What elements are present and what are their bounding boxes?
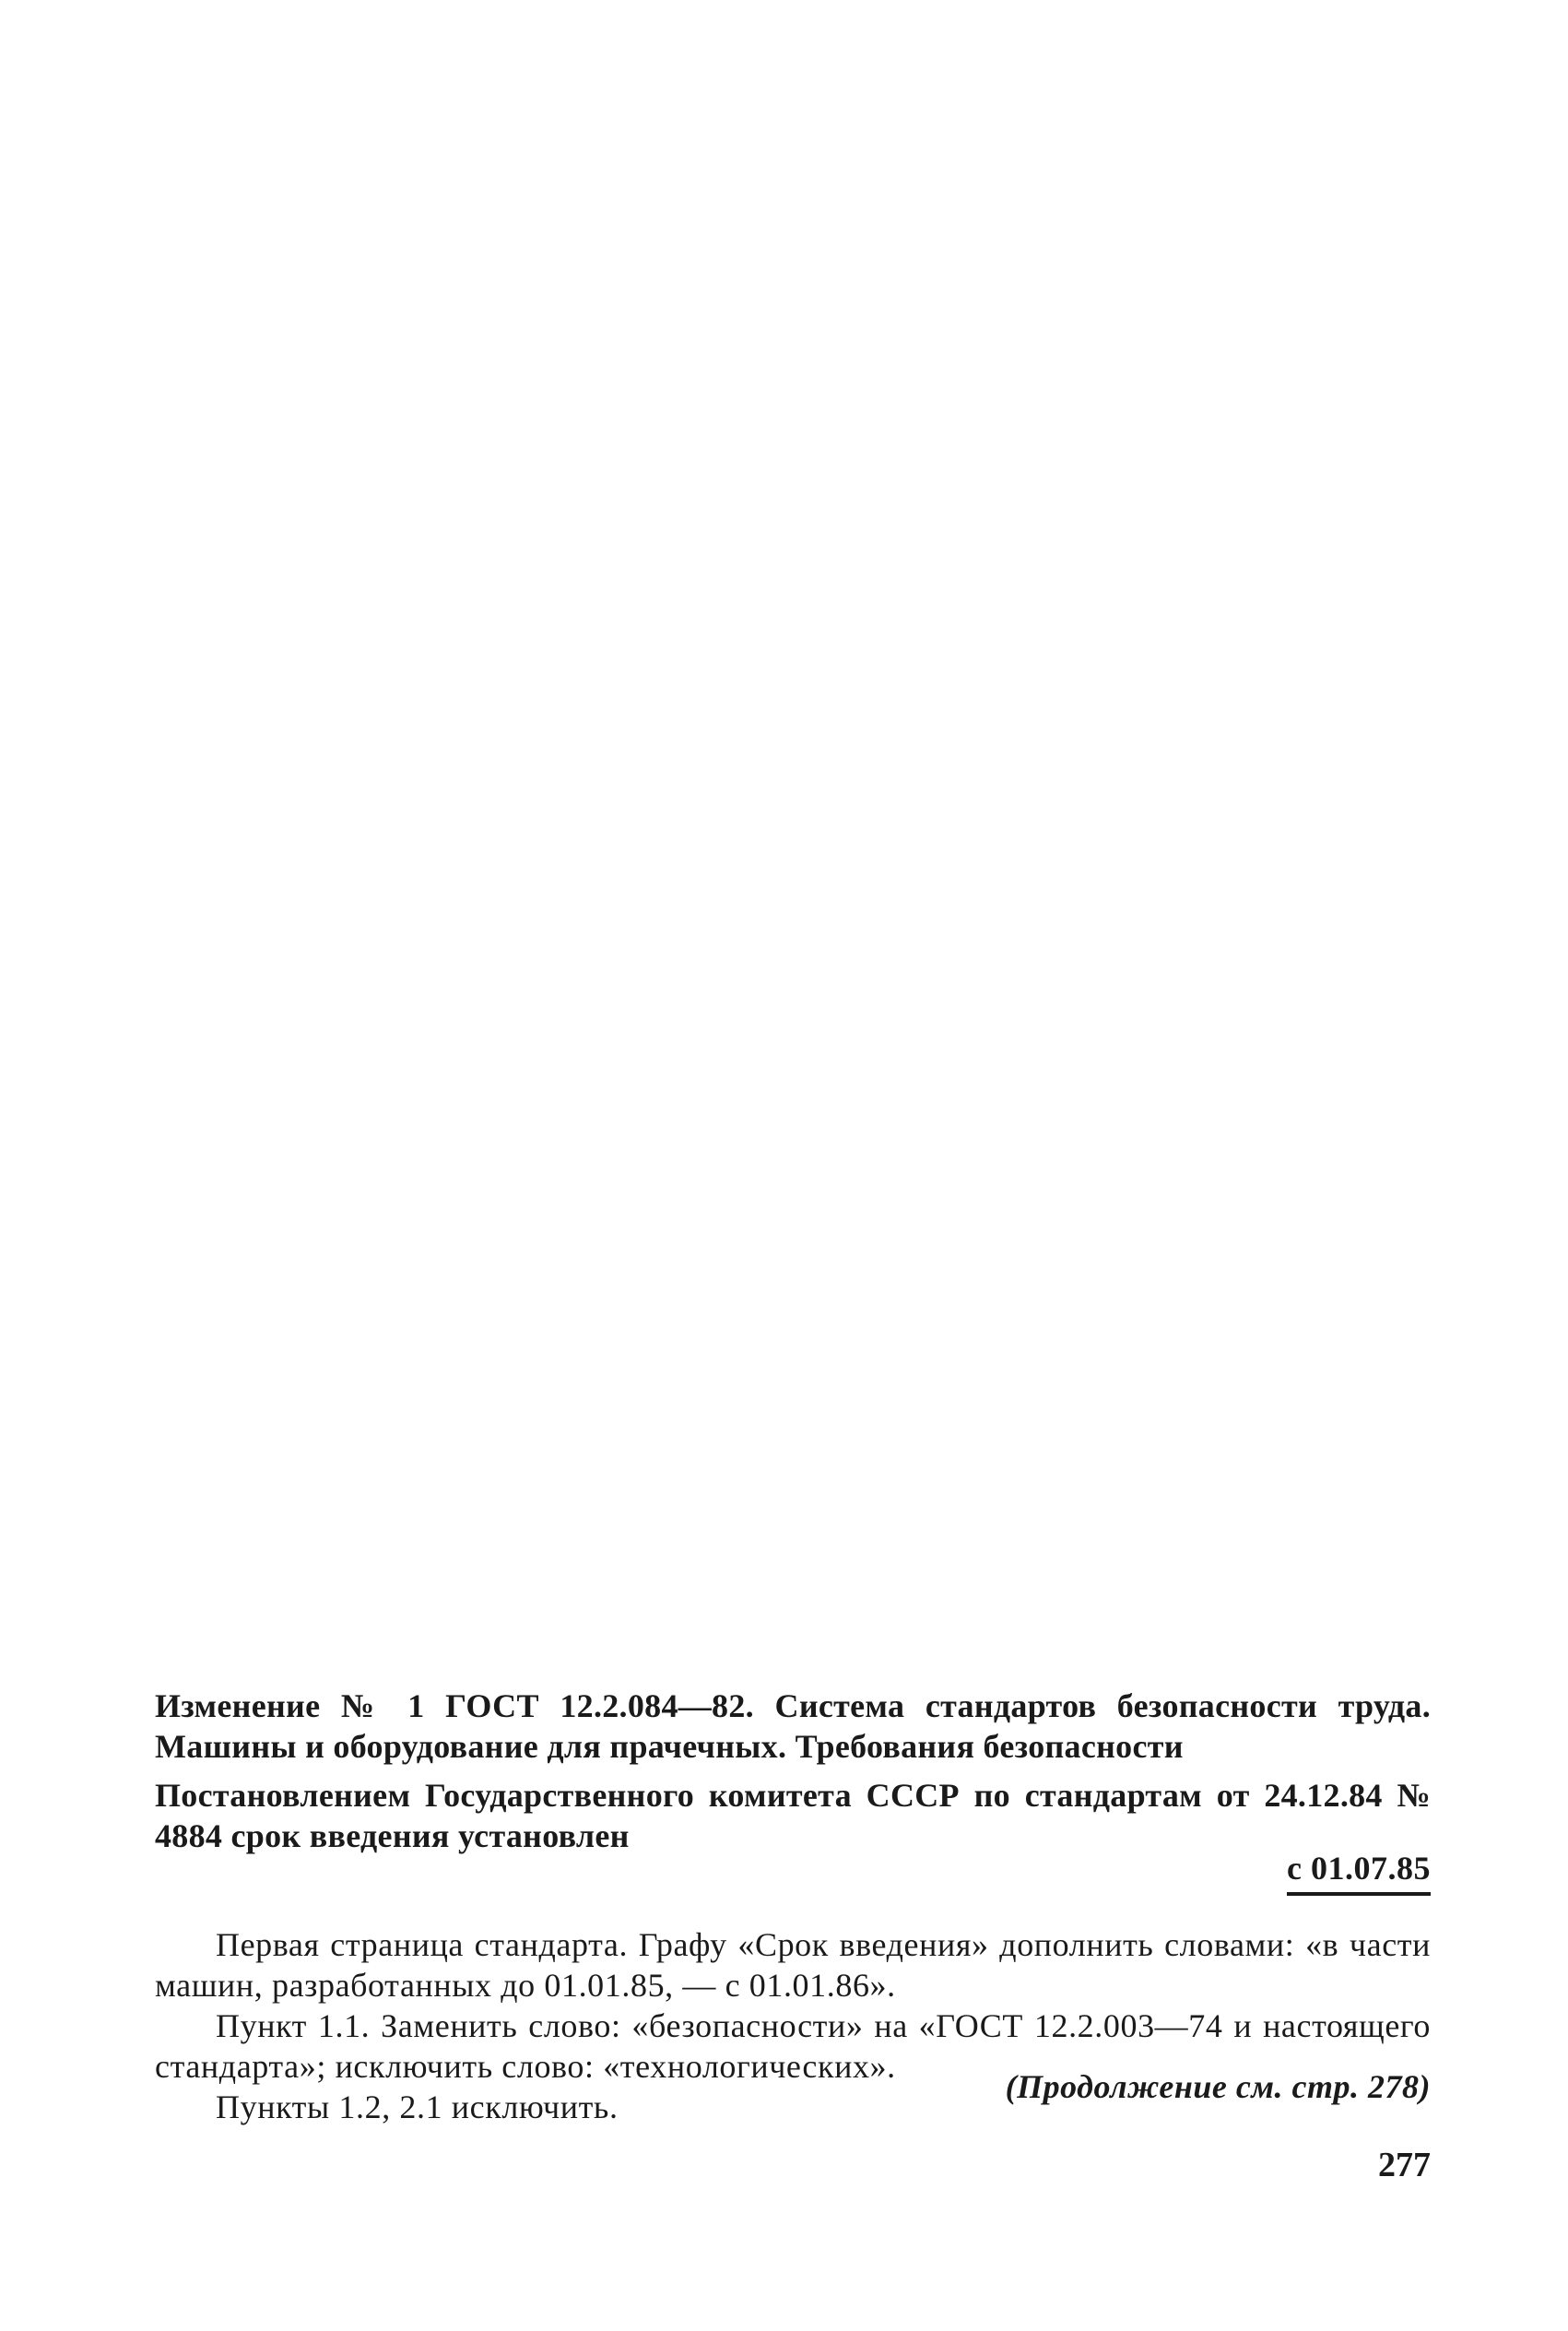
paragraph-clauses-removed: Пункты 1.2, 2.1 исключить. xyxy=(216,2088,619,2125)
decree-text: Постановлением Государственного комитета СССР по стандартам от 24.12.84 № 4884 срок введения установлен xyxy=(155,1777,1431,1854)
amendment-heading xyxy=(155,1686,1431,1767)
continuation-note: (Продолжение см. стр. 278) xyxy=(1005,2068,1431,2105)
amendment-title: Изменение № 1 ГОСТ 12.2.084—82. Система стандартов безопасности труда. Машины и оборудование для прачечных. Требования безопасности xyxy=(155,1687,1431,1765)
decree-block xyxy=(155,1775,1431,1856)
effective-date: с 01.07.85 xyxy=(1287,1848,1431,1896)
paragraph-clause-1-1: Пункт 1.1. Заменить слово: «безопасности» на «ГОСТ 12.2.003—74 и настоящего стандарта»; исключить слово: «технологических». xyxy=(155,2007,1431,2085)
paragraph-first-page: Первая страница стандарта. Графу «Срок введения» дополнить словами: «в части машин, разработанных до 01.01.85, — с 01.01.86». xyxy=(155,1926,1431,2004)
page-number: 277 xyxy=(1378,2146,1431,2184)
